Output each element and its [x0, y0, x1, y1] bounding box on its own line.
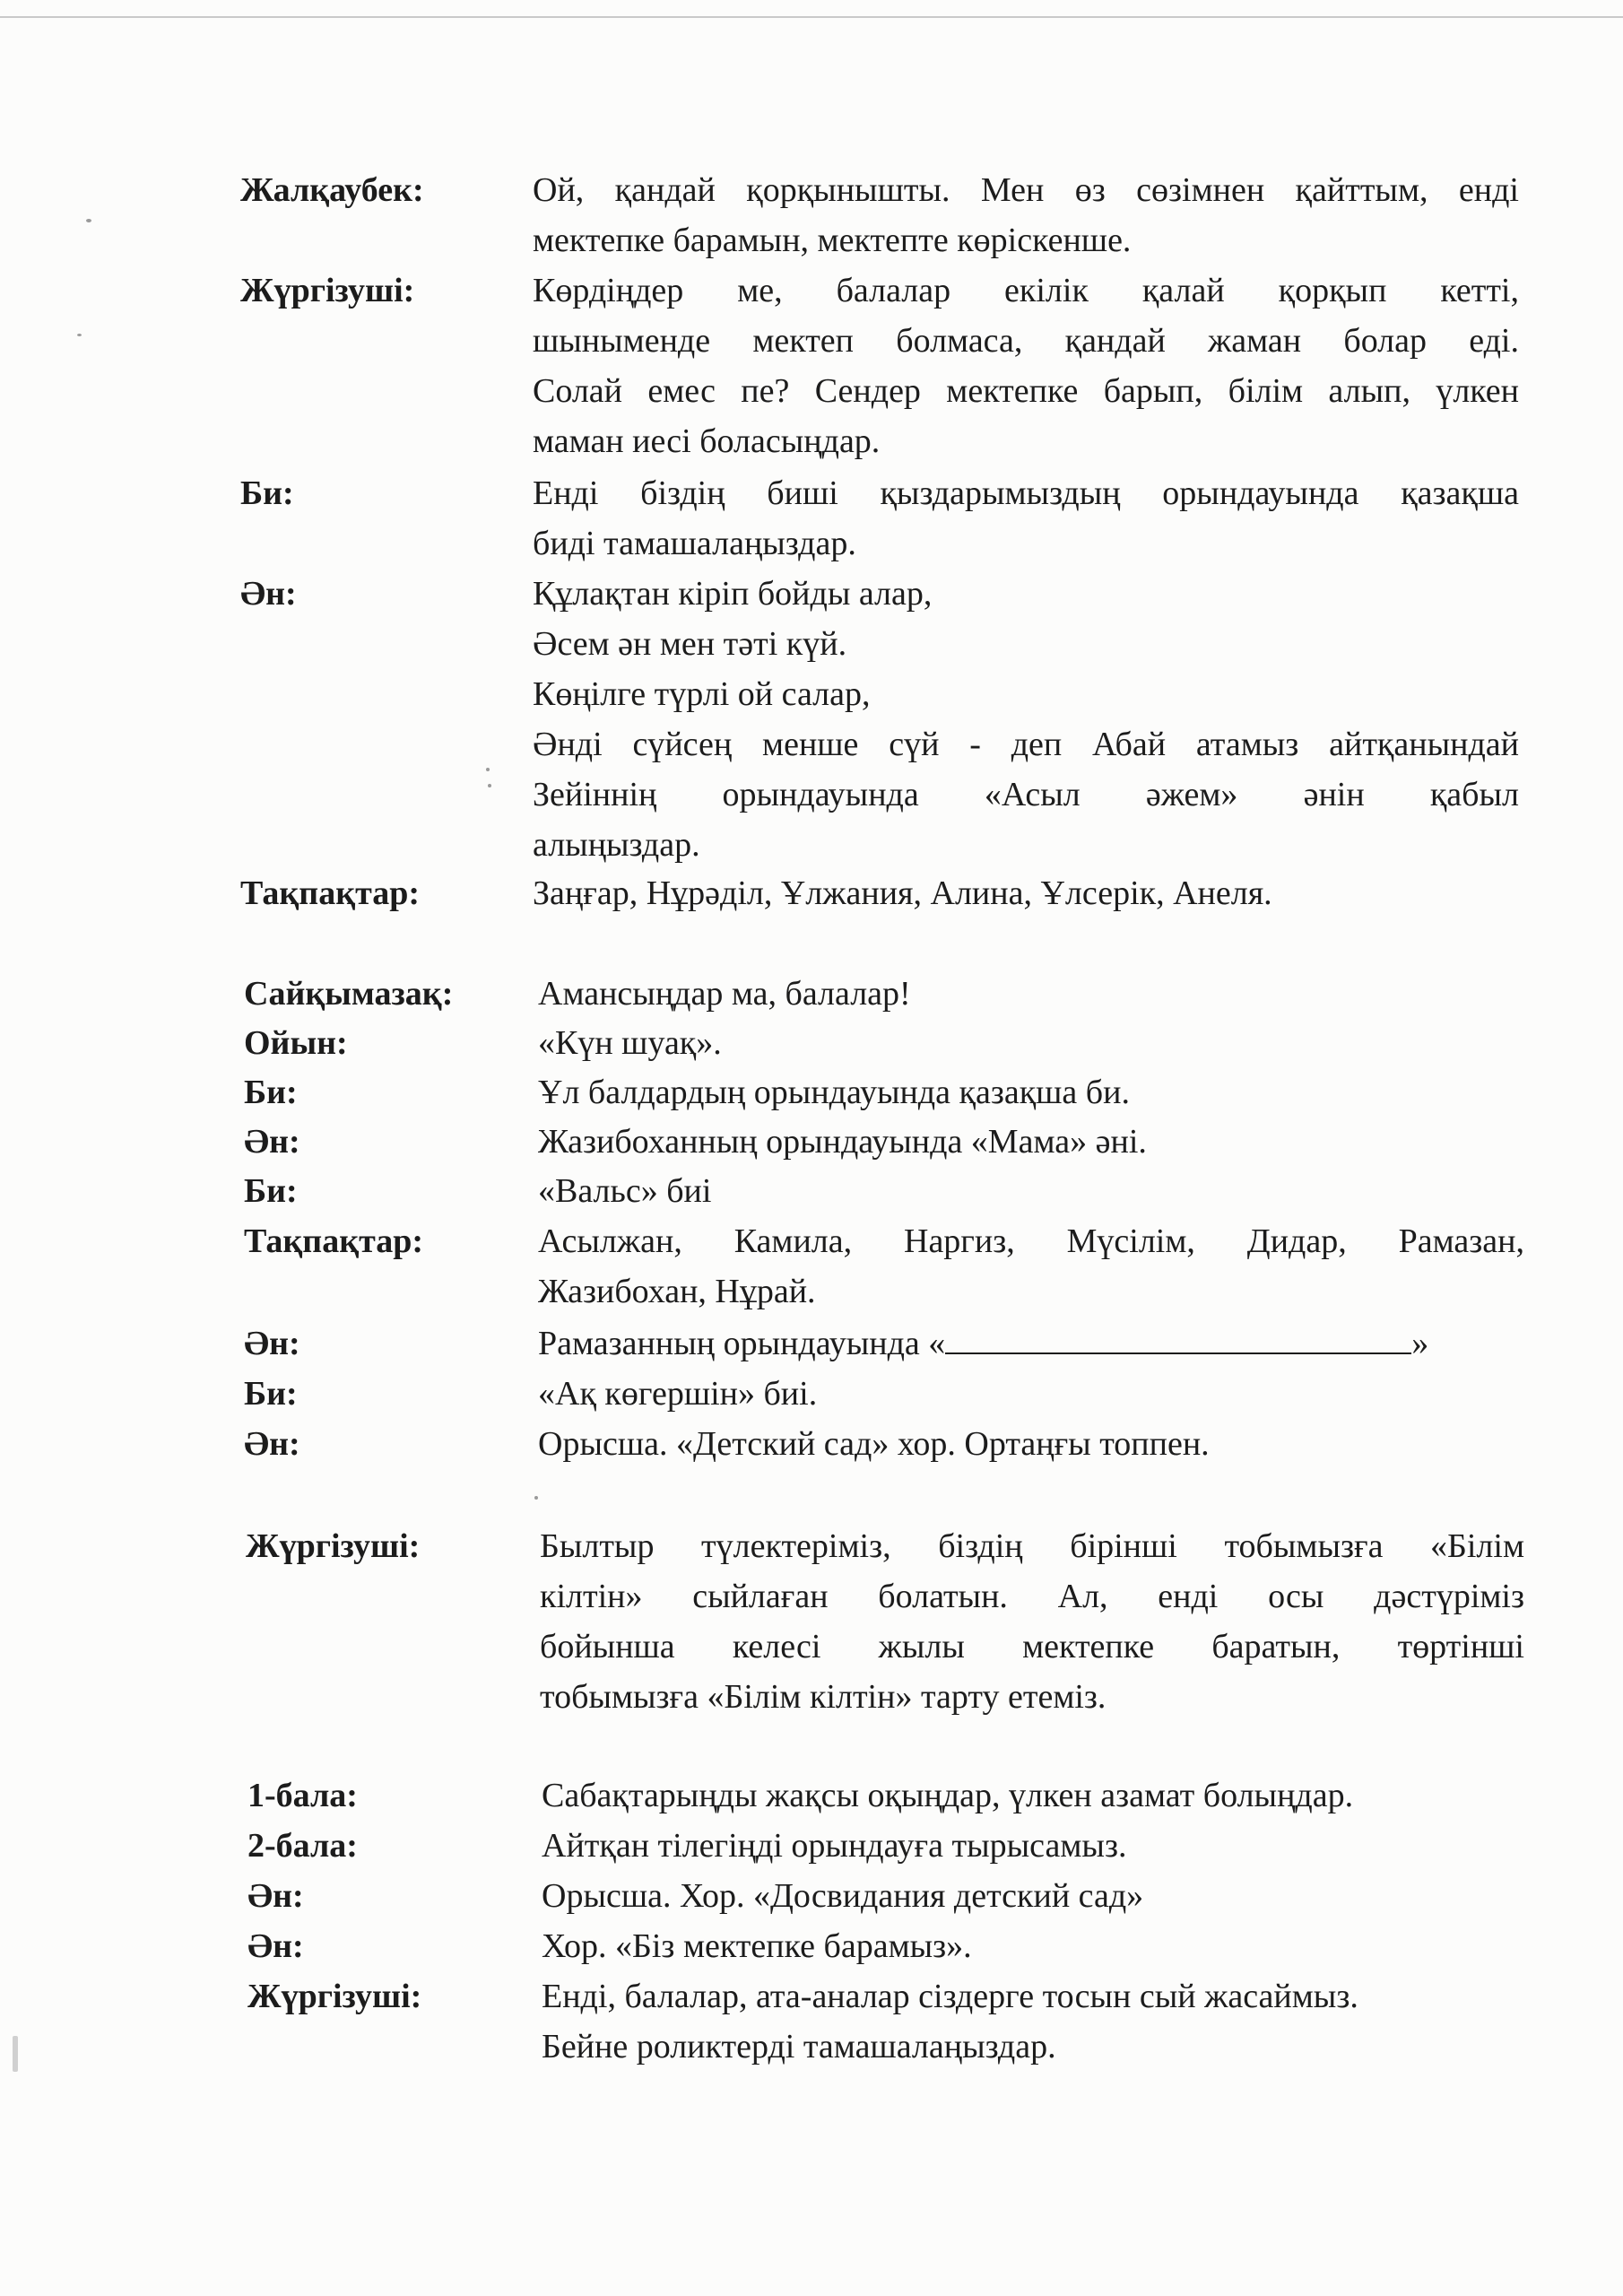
speech-line: Құлақтан кіріп бойды алар,: [533, 575, 933, 613]
speaker-label: Ән:: [244, 1325, 300, 1362]
speech-line: Былтыр түлектеріміз, біздің бірінші тобымызға «Білім: [540, 1527, 1524, 1565]
speech-text: [533, 569, 1519, 870]
scan-speck: [86, 219, 91, 222]
speaker-label: Би:: [244, 1375, 298, 1413]
speaker-label: Ойын:: [244, 1024, 348, 1062]
speaker-label: Би:: [244, 1172, 298, 1210]
speech-line: алыңыздар.: [533, 826, 700, 864]
speech-line: Орысша. «Детский сад» хор. Ортаңғы топпен.: [538, 1425, 1210, 1463]
speech-line: мектепке барамын, мектепте көріскенше.: [533, 222, 1132, 259]
speaker-label: Тақпақтар:: [244, 1222, 424, 1260]
speech-text: [533, 868, 1519, 918]
speech-text: [533, 265, 1519, 466]
speech-text: [538, 1018, 1524, 1068]
scan-speck: [13, 2036, 18, 2072]
speech-suffix: »: [1411, 1325, 1429, 1362]
speech-text: [538, 969, 1524, 1019]
speech-text: [533, 165, 1519, 265]
speech-line: Бейне роликтерді тамашалаңыздар.: [542, 2028, 1056, 2066]
scan-speck: [486, 768, 490, 771]
speaker-label: 1-бала:: [247, 1777, 358, 1814]
speech-line: Хор. «Біз мектепке барамыз».: [542, 1927, 972, 1965]
speech-text: [538, 1067, 1524, 1118]
speech-line: кілтін» сыйлаған болатын. Ал, енді осы дәстүріміз: [540, 1578, 1524, 1615]
speech-line: Амансыңдар ма, балалар!: [538, 975, 911, 1013]
scan-edge-line: [0, 16, 1623, 18]
speech-text: [538, 1216, 1524, 1317]
speech-text: [542, 1971, 1528, 2072]
speaker-label: Ән:: [240, 575, 297, 613]
speaker-label: Ән:: [247, 1877, 304, 1915]
speech-line: шыныменде мектеп болмаса, қандай жаман болар еді.: [533, 322, 1519, 360]
speaker-label: Би:: [244, 1074, 298, 1111]
speech-prefix: Рамазанның орындауында «: [538, 1325, 946, 1362]
speech-line: Енді, балалар, ата-аналар сіздерге тосын сый жасаймыз.: [542, 1978, 1358, 2015]
speech-line: Заңғар, Нұрәділ, Ұлжания, Алина, Ұлсерік, Анеля.: [533, 874, 1272, 912]
speech-line: Көрдіңдер ме, балалар екілік қалай қорқып кетті,: [533, 272, 1519, 309]
speech-line: Сабақтарыңды жақсы оқыңдар, үлкен азамат болыңдар.: [542, 1777, 1354, 1814]
speech-line: Асылжан, Камила, Наргиз, Мүсілім, Дидар, Рамазан,: [538, 1222, 1524, 1260]
speech-line: Айтқан тілегіңді орындауға тырысамыз.: [542, 1827, 1127, 1865]
speech-line: [538, 1318, 1524, 1369]
speaker-label: Жүргізуші:: [240, 272, 415, 309]
speech-text: [538, 1166, 1524, 1216]
speech-line: «Күн шуақ».: [538, 1024, 722, 1062]
speech-line: Жазибохан, Нұрай.: [538, 1273, 816, 1310]
speech-line: Зейіннің орындауында «Асыл әжем» әнін қабыл: [533, 776, 1519, 813]
speech-line: Орысша. Хор. «Досвидания детский сад»: [542, 1877, 1144, 1915]
speaker-label: Жалқаубек:: [240, 171, 424, 209]
speech-text: [538, 1318, 1524, 1369]
speech-line: маман иесі боласыңдар.: [533, 422, 881, 460]
speech-text: [542, 1821, 1528, 1871]
speech-text: [540, 1521, 1524, 1722]
speech-line: Әсем ән мен тәті күй.: [533, 625, 847, 663]
speech-text: [538, 1419, 1524, 1469]
speech-text: [538, 1369, 1524, 1419]
speaker-label: Сайқымазақ:: [244, 975, 454, 1013]
speaker-label: Жүргізуші:: [247, 1978, 422, 2015]
speech-text: [542, 1871, 1528, 1921]
speech-line: Көңілге түрлі ой салар,: [533, 675, 871, 713]
speech-text: [538, 1117, 1524, 1167]
speaker-label: Тақпақтар:: [240, 874, 421, 912]
speaker-label: Ән:: [244, 1123, 300, 1161]
scan-speck: [534, 1496, 538, 1500]
speaker-label: Жүргізуші:: [246, 1527, 421, 1565]
speech-line: «Вальс» биі: [538, 1172, 712, 1210]
scan-speck: [77, 334, 82, 336]
speech-text: [542, 1770, 1528, 1821]
speech-line: Ұл балдардың орындауында қазақша би.: [538, 1074, 1130, 1111]
speech-line: Әнді сүйсең менше сүй - деп Абай атамыз айтқанындай: [533, 726, 1519, 763]
scan-speck: [488, 784, 491, 787]
speech-line: бойынша келесі жылы мектепке баратын, төртінші: [540, 1628, 1524, 1665]
speech-text: [533, 468, 1519, 569]
speaker-label: Ән:: [247, 1927, 304, 1965]
speech-line: тобымызға «Білім кілтін» тарту етеміз.: [540, 1678, 1107, 1716]
speech-line: Ой, қандай қорқынышты. Мен өз сөзімнен қайттым, енді: [533, 171, 1519, 209]
speaker-label: Ән:: [244, 1425, 300, 1463]
fill-in-blank: [945, 1326, 1411, 1354]
speech-line: Енді біздің биші қыздарымыздың орындауында қазақша: [533, 474, 1519, 512]
speech-line: «Ақ көгершін» биі.: [538, 1375, 818, 1413]
speaker-label: 2-бала:: [247, 1827, 358, 1865]
speaker-label: Би:: [240, 474, 294, 512]
speech-text: [542, 1921, 1528, 1971]
speech-line: Солай емес пе? Сендер мектепке барып, білім алып, үлкен: [533, 372, 1519, 410]
speech-line: биді тамашалаңыздар.: [533, 525, 856, 562]
speech-line: Жазибоханның орындауында «Мама» әні.: [538, 1123, 1147, 1161]
